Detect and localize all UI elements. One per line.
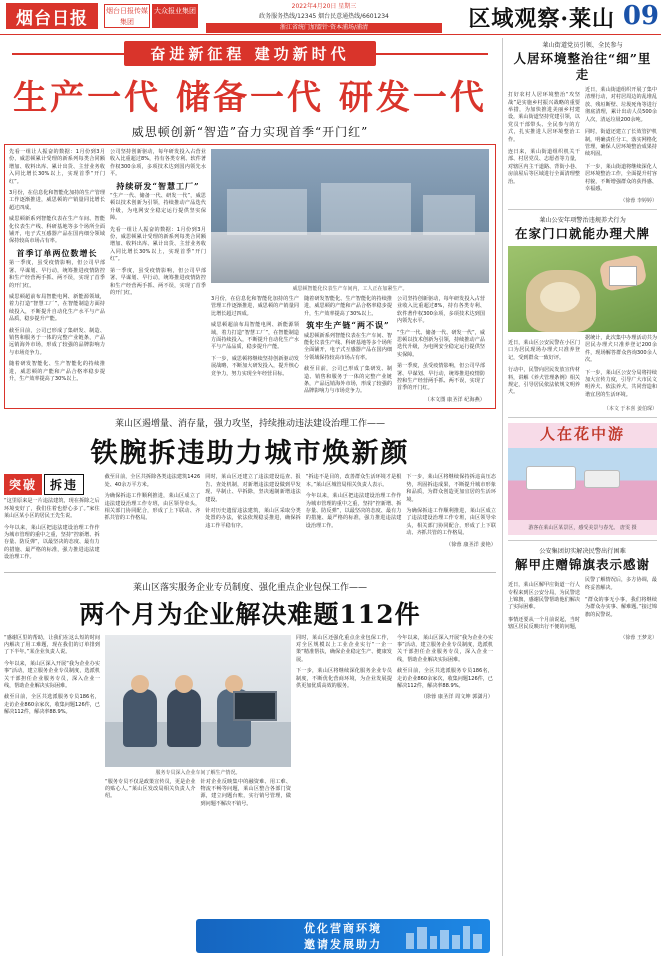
photo-caption: 威思顿智能化仪表生产车间内，工人正在加紧生产。 <box>292 286 408 292</box>
enterprise-para: 同时，莱山区还强化重点企业包保工作，对全区规模以上工业企业实行“一企一策”精准帮扶，确保企业稳定生产、健康发展。 <box>296 634 392 663</box>
lead-para: 3月份，在信息化和智能化加持的生产管理工作逐渐推进，威思顿的产销量同比增长超过四成。 <box>211 296 299 317</box>
masthead-hotline: 政务服务热线/12345 烟台民意通热线/6601234 <box>259 13 389 20</box>
masthead-region: 区域观察·莱山 <box>468 6 615 32</box>
office-photo <box>105 635 291 767</box>
dog-kicker: 莱山公安年项警治违规养犬行为 <box>539 216 626 224</box>
lead-col-2 <box>110 149 206 404</box>
page-columns <box>0 35 661 956</box>
factory-photo <box>211 149 489 283</box>
lead-para: 第一季度，虽受疫情影响，但公司早部署、早谋划、早行动，统筹推进疫情防控和生产经营两手抓、两不误，实现了首季的开门红。 <box>397 363 485 392</box>
env-kicker: 莱山街道党员引领、全民参与 <box>542 42 623 49</box>
lead-subhead: 威思顿创新“智造”奋力实现首季“开门红” <box>131 125 369 139</box>
lead-para: 下一步，威思顿将继续坚持创新驱动发展战略，不断加大研发投入，提升核心竞争力，努力实现全年经营目标。 <box>211 355 299 377</box>
banner-thanks-body <box>508 577 657 632</box>
env-para: 打好农村人居环境整治“攻坚战”是实施乡村振兴战略的重要举措，为加快推进美丽乡村建设，莱山街道坚持党建引领，以党员干部带头、全民参与的方式，扎实推进人居环境整治工作。 <box>508 92 580 143</box>
masthead-badge-group: 烟台日报传媒集团 <box>104 4 150 28</box>
flower-photo <box>508 448 657 520</box>
divider <box>508 209 657 210</box>
demolition-para: 同时，莱山区还建立了违法建设巡查、报告、查处机制，对新增违法建设做到早发现、早制止、早拆除，坚决遏制新增违法建设。 <box>205 474 301 503</box>
enterprise-para: 针对企业反映集中的融资难、用工难、物流不畅等问题，莱山区整合各部门资源，建立问题台账，实行销号管理，做到问题不解决不销号。 <box>200 778 291 807</box>
demolition-para: 针对历史遗留违法建筑，莱山区采取分类处置的办法，依法依规稳妥推进，确保拆违工作平稳有序。 <box>205 507 301 529</box>
enterprise-col-3 <box>296 635 392 809</box>
photo-person <box>167 689 201 747</box>
demolition-para: 为确保拆违工作顺利推进，莱山区成立了违法建设治理工作专班，由区领导牵头，相关部门协同配合，形成了上下联动、齐抓共管的工作格局。 <box>104 493 201 522</box>
flower-title: 人在花中游 <box>539 425 625 444</box>
masthead-badge-dazhong: 大众报业集团 <box>152 4 198 28</box>
lead-byline: （本文图 康圣洋 纪海燕） <box>424 396 485 403</box>
newspaper-logo: 烟台日报 <box>6 3 98 29</box>
lead-article-box <box>4 144 496 409</box>
enterprise-kicker: 莱山区落实服务企业专员制度、强化重点企业包保工作—— <box>132 582 367 593</box>
enterprise-para: 截至目前，全区共选派服务专员186名，走访企业860余家次，收集问题126件，已解决112件，解决率88.9%。 <box>397 668 493 689</box>
demolition-title: 铁腕拆违助力城市焕新颜 <box>90 438 410 470</box>
dog-para: 近日，莱山区公安民警在小区门口为居民现场办理犬只准养登记，受到群众一致好评。 <box>508 339 580 361</box>
lead-para: 随着研发智能化、生产智能化的持续推进，威思顿的产能和产品合格率稳步提升，生产效率提高了30%以上。 <box>9 361 105 382</box>
masthead-info <box>206 2 442 33</box>
lead-para: 威思顿新系列智能仪表在生产车间、智能化仪表生产线、科研基地等多个场所全面铺开，电子式互感器产品在国内细分领域保持较高市场占有率。 <box>304 332 392 361</box>
demolition-body <box>4 498 100 561</box>
thanks-para: “群众的事无小事，我们将继续为群众办实事、解难题。”接过锦旗的民警说。 <box>585 597 657 618</box>
lead-section-title: 筑牢生产链“两不误” <box>306 320 390 331</box>
lead-section-title: 持续研发“智慧工厂” <box>116 180 200 191</box>
lead-para: “生产一代、储备一代、研发一代”，威思顿以技术创新为引领，持续推动产品迭代升级，为电网安全稳定运行提供坚实保障。 <box>397 329 485 358</box>
photo-machine <box>227 189 307 235</box>
photo-monitor <box>233 691 277 721</box>
skyline-icon <box>404 923 484 949</box>
env-para: 连日来，莱山街道组织机关干部、村居党员、志愿者等力量，对辖区内主干道路、背街小巷、房前屋后等区域进行全面清理整治。 <box>508 149 580 185</box>
enterprise-title: 两个月为企业解决难题112件 <box>79 599 421 629</box>
right-column <box>502 38 657 956</box>
lead-para: 威思顿超前布局智能电网、新能源领域，着力打造“智慧工厂”，在智能制造方面持续投入，不断提升自动化生产水平与产品品质，稳步提升产能。 <box>9 293 105 323</box>
dog-para: 下一步，莱山区公安分局将持续加大宣传力度，引导广大市民文明养犬、依法养犬，共同营造和谐宜居的生活环境。 <box>585 369 657 398</box>
demolition-para: 今年以来，莱山区把违法建设治理工作作为城市管理的重中之重，坚持“控新增、拆存量、防反弹”，以最坚决的态度、最有力的措施、最严格的标准，强力推进违法建设治理工作。 <box>305 493 402 529</box>
dog-body <box>508 335 657 403</box>
lead-col-1 <box>9 149 105 404</box>
lead-headline: 生产一代 储备一代 研发一代 <box>13 78 487 118</box>
lead-para: 截至目前，公司已形成了集研发、制造、销售和服务于一体的完整产业链条，产品远销海外市场，形成了较强的品牌影响力与市场竞争力。 <box>9 327 105 356</box>
ad-line-1: 优化营商环境 <box>304 922 382 935</box>
demolition-para: 下一步，莱山区将继续保持拆违高压态势，巩固拆违成果，不断提升城市形象和品质，为群众创造更加宜居的生活环境。 <box>406 474 496 503</box>
lead-para: 公司坚持创新驱动，每年研发投入占营业收入比重超过8%，持有各类专利、软件著作权300余项，多项技术达到国内领先水平。 <box>397 296 485 325</box>
thanks-para: 事情还要从一个月前说起，当时辖区居民反映出行不便的问题，民警了解情况后，多方协调，最终妥善解决。 <box>508 577 657 631</box>
lead-para: 3月份，在信息化和智能化加持的生产管理工作逐渐推进，威思顿的产销量同比增长超过四成。 <box>9 190 105 211</box>
demolition-para: 今年以来，莱山区把违法建设治理工作作为城市管理的重中之重，坚持“控新增、拆存量、防反弹”，以最坚决的态度、最有力的措施、最严格的标准，强力推进违法建设治理工作。 <box>4 524 100 561</box>
enterprise-para: 今年以来，莱山区深入开展“我为企业办实事”活动，建立服务企业专员制度，选派机关干部担任企业服务专员，深入企业一线，帮助企业解决实际困难。 <box>4 660 100 689</box>
photo-machine <box>321 183 411 235</box>
env-title: 人居环境整治往“细”里走 <box>513 51 652 82</box>
lead-para: 第一季度，虽受疫情影响，但公司早部署、早谋划、早行动，统筹推进疫情防控和生产经营两手抓、两不误，实现了首季的开门红。 <box>110 267 206 296</box>
lead-para: 第一季度，虽受疫情影响，但公司早部署、早谋划、早行动，统筹推进疫情防控和生产经营两手抓、两不误，实现了首季的开门红。 <box>9 260 105 289</box>
enterprise-col-4 <box>397 635 493 809</box>
enterprise-photo-col <box>105 635 291 809</box>
demolition-tag-primary: 突破 <box>4 474 42 495</box>
ad-line-2: 邀请发展助力 <box>304 938 382 951</box>
masthead <box>0 0 661 35</box>
env-para: 近日，莱山街道组织开展了集中清理行动，对村居周边的乱堆乱放、残垣断壁、垃圾死角等进行彻底清理，累计出动人员500余人次，清运垃圾200余吨。 <box>585 87 657 123</box>
lead-col-wide <box>211 149 489 404</box>
divider <box>508 540 657 541</box>
dog-title: 在家门口就能办理犬牌 <box>514 225 650 241</box>
thanks-para: 近日，莱山区解甲庄街道一行人专程来到区公安分局，为民警送上锦旗，感谢民警帮助他们解决了实际困难。 <box>508 582 580 611</box>
lead-para: 先看一组让人振奋的数据：1月份到3月份，威思顿累计受理的新系列每类合同额增加、收料出库、累计出货、主营业务收入同比增长30%以上，实现首季“开门红”。 <box>110 226 206 263</box>
dog-para: 行动中，民警向居民发放宣传材料，讲解《养犬管理条例》相关规定，引导居民依法依规文明养犬。 <box>508 367 580 396</box>
photo-floor <box>211 232 489 283</box>
demolition-col-1 <box>4 474 100 565</box>
enterprise-col-1 <box>4 635 100 809</box>
env-para: 下一步，莱山街道将继续深化人居环境整治工作，全面提升村容村貌，不断增强群众的获得感、幸福感。 <box>585 163 657 193</box>
left-column <box>4 38 496 956</box>
flower-feature <box>508 423 657 535</box>
demolition-col-3 <box>205 474 301 565</box>
lead-para: 公司坚持创新驱动，每年研发投入占营业收入比重超过8%，持有各类专利、软件著作权300余项，多项技术达到国内领先水平。 <box>110 149 206 178</box>
enterprise-byline: （徐蓉 康圣洋 周文坤 郭潇月） <box>420 694 493 701</box>
masthead-note: 浙江省统门加盟针·资本浦场/浦清 <box>206 23 442 33</box>
enterprise-para: 今年以来，莱山区深入开展“我为企业办实事”活动，建立服务企业专员制度，选派机关干部担任企业服务专员，深入企业一线，帮助企业解决实际困难。 <box>397 634 493 663</box>
enterprise-photo-caption: 服务专员深入企业车间了解生产情况。 <box>155 769 241 776</box>
env-byline: （徐蓉 李婷婷） <box>620 197 657 204</box>
demolition-tag-secondary: 拆违 <box>44 474 84 495</box>
env-para: 同时，街道还建立了长效管护机制，明确责任分工，落实网格化管理，确保人居环境整治成果持续巩固。 <box>585 129 657 158</box>
demolition-col-4 <box>306 474 402 565</box>
lead-para: 威思顿新系列智能仪表在生产车间、智能化仪表生产线、科研基地等多个场所全面铺开，电子式互感器产品在国内细分领域保持较高市场占有率。 <box>9 216 105 245</box>
demolition-para: “拆违不是目的，改善群众生活环境才是根本。”莱山区城管局相关负责人表示。 <box>305 474 402 488</box>
dog-photo <box>508 246 657 332</box>
dog-license-card <box>609 266 637 286</box>
enterprise-para: “感谢区里的帮助，让我们在这么短的时间内解决了用工难题，现在我们的订单排到了下半年。”某企业负责人说。 <box>4 634 100 656</box>
dog-para: 据统计，此次集中办理活动共为居民办理犬只准养登记200余件，现场解答群众咨询300余人次。 <box>585 334 657 364</box>
banner-thanks-byline: （徐蓉 王梦龙） <box>620 634 657 641</box>
divider <box>508 417 657 418</box>
demolition-para: 为确保拆违工作顺利推进，莱山区成立了违法建设治理工作专班，由区领导牵头，相关部门协同配合，形成了上下联动、齐抓共管的工作格局。 <box>406 507 496 537</box>
enterprise-para: 截至目前，全区共选派服务专员186名，走访企业860余家次，收集问题126件，已解决112件，解决率88.9%。 <box>4 694 100 716</box>
demolition-kicker: 莱山区遏增量、消存量，强力攻坚，持续推动违法建设治理工作—— <box>114 419 385 430</box>
lead-col-3 <box>211 296 299 404</box>
lead-para: 威思顿超前布局智能电网、新能源领域，着力打造“智慧工厂”，在智能制造方面持续投入，不断提升自动化生产水平与产品品质，稳步提升产能。 <box>211 322 299 351</box>
page-number: 09 <box>622 1 659 31</box>
lead-para: 先看一组让人振奋的数据：1月份到3月份，威思顿累计受理的新系列每类合同额增加、收料出库、累计出货、主营业务收入同比增长30%以上，实现首季“开门红”。 <box>9 149 105 185</box>
advertisement-banner[interactable] <box>196 919 490 953</box>
lead-col-5 <box>397 296 485 404</box>
lead-grid <box>9 149 491 404</box>
banner-thanks-kicker: 公安集团切实解决民警出行困难 <box>539 548 626 556</box>
lead-para: 随着研发智能化、生产智能化的持续推进，威思顿的产能和产品合格率稳步提升，生产效率提高了30%以上。 <box>304 296 392 317</box>
enterprise-photo-body <box>105 779 291 809</box>
demolition-col-2 <box>105 474 201 565</box>
demolition-para: “这里原来是一片违法建筑，现在拆除之后环境变好了，我们住着也舒心多了。”家住莱山区某小区的居民王先生说。 <box>4 498 100 520</box>
masthead-date: 2022年4月20日 星期三 <box>291 3 357 10</box>
campaign-banner-text: 奋进新征程 建功新时代 <box>124 41 375 66</box>
lead-section-title: 首季订单两位数增长 <box>16 247 98 258</box>
photo-vehicle <box>584 470 620 488</box>
photo-person <box>123 689 157 747</box>
env-body <box>508 87 657 195</box>
banner-thanks-title: 解甲庄赠锦旗表示感谢 <box>514 557 650 573</box>
lead-para: 截至目前，公司已形成了集研发、制造、销售和服务于一体的完整产业链条，产品远销海外市场，形成了较强的品牌影响力与市场竞争力。 <box>304 366 392 395</box>
campaign-banner <box>4 40 496 66</box>
lead-col-4 <box>304 296 392 404</box>
photo-vehicle <box>526 466 576 490</box>
demolition-col-5 <box>406 474 496 565</box>
enterprise-para: 下一步，莱山区将继续深化服务企业专员制度，不断优化营商环境，为企业发展提供更加优质高效的服务。 <box>296 668 392 689</box>
demolition-byline: （徐蓉 康圣洋 姜艳） <box>446 541 496 548</box>
photo-machine <box>423 195 475 235</box>
lead-para: “生产一代、储备一代、研发一代”，威思顿以技术创新为引领，持续推动产品迭代升级，为电网安全稳定运行提供坚实保障。 <box>110 193 206 222</box>
flower-caption: 游客在莱山区某景区，感受美景与春光。 唐雯 摄 <box>528 525 637 532</box>
divider <box>4 572 496 573</box>
dog-illustration <box>526 270 596 332</box>
enterprise-para: “服务专员不仅是政策宣传员，更是企业的贴心人。”莱山区发改局相关负责人介绍。 <box>105 778 196 800</box>
dog-byline: （本文 于本喜 姜伯琛） <box>603 406 657 413</box>
demolition-para: 截至目前，全区共拆除各类违法建筑1426处、40余万平方米。 <box>104 474 201 488</box>
